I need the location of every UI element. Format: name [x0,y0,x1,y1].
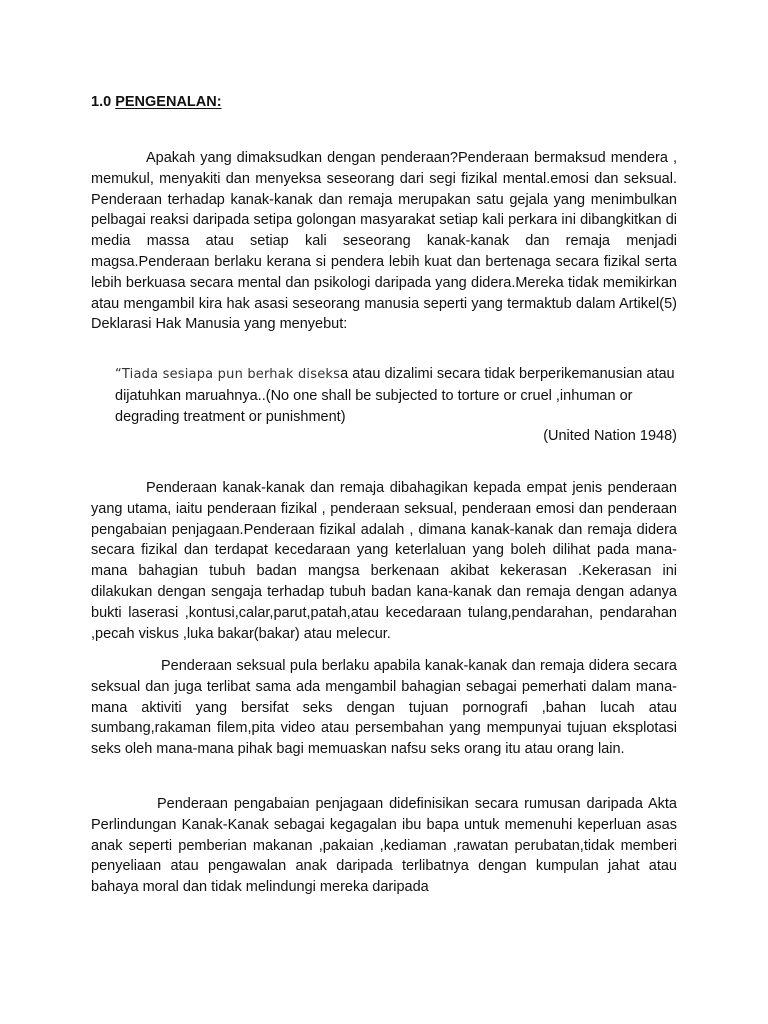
section-title: PENGENALAN: [115,94,222,110]
sexual-abuse-paragraph [91,656,677,760]
neglect-paragraph [91,794,677,898]
quoted-declaration [115,364,677,427]
sexual-abuse-paragraph-text: Penderaan seksual pula berlaku apabila kanak-kanak dan remaja didera secara seksual dan juga terlibat sama ada mengambil bahagian sebagai pemerhati dalam mana-mana aktiviti yang bersifat seks dengan tujuan pornografi ,bahan lucah atau sumbang,rakaman filem,pita video atau persembahan yang mempunyai tujuan eksplotasi seks oleh mana-mana pihak bagi memuaskan nafsu seks orang itu atau orang lain. [91,658,677,758]
intro-paragraph-text: Apakah yang dimaksudkan dengan penderaan?Penderaan bermaksud mendera , memukul, menyakiti dan menyeksa seseorang dari segi fizikal mental.emosi dan seksual. Penderaan terhadap kanak-kanak dan remaja merupakan satu gejala yang menimbulkan pelbagai reaksi daripada setipa golongan masyarakat setiap kali perkara ini dibangkitkan di media massa atau setiap kali seseorang kanak-kanak dan remaja menjadi magsa.Penderaan berlaku kerana si pendera lebih kuat dan bertenaga secara fizikal serta lebih berkuasa secara mental dan psikologi daripada yang didera.Mereka tidak memikirkan atau mengambil kira hak asasi seseorang manusia seperti yang termaktub dalam Artikel(5) Deklarasi Hak Manusia yang menyebut: [91,150,677,333]
quote-opening-text: “Tiada sesiapa pun berhak diseks [115,367,341,382]
physical-abuse-paragraph [91,478,677,644]
neglect-paragraph-text: Penderaan pengabaian penjagaan didefinisikan secara rumusan daripada Akta Perlindungan Kanak-Kanak sebagai kegagalan ibu bapa untuk memenuhi keperluan asas anak seperti pemberian makanan ,pakaian ,kediaman ,rawatan perubatan,tidak memberi penyeliaan atau pengawalan anak daripada terlibatnya dengan kumpulan jahat atau bahaya moral dan tidak melindungi mereka daripada [91,796,677,896]
quote-rest-text: a atau dizalimi secara tidak berperikemanusian atau dijatuhkan maruahnya..(No one shall be subjected to torture or cruel ,inhuman or degrading treatment or punishment) [115,366,675,425]
intro-paragraph [91,148,677,335]
section-number: 1.0 [91,94,112,110]
section-heading [91,92,222,112]
physical-abuse-paragraph-text: Penderaan kanak-kanak dan remaja dibahagikan kepada empat jenis penderaan yang utama, iaitu penderaan fizikal , penderaan seksual, penderaan emosi dan penderaan pengabaian penjagaan.Penderaan fizikal adalah , dimana kanak-kanak dan remaja didera secara fizikal dan terdapat kecedaraan yang keterlaluan yang boleh dilihat pada mana-mana bahagian tubuh badan mangsa berkenaan akibat kekerasan .Kekerasan ini dilakukan dengan sengaja terhadap tubuh badan kana-kanak dan remaja dengan adanya bukti laserasi ,kontusi,calar,parut,patah,atau kecedaraan tulang,pendarahan, pendarahan ,pecah viskus ,luka bakar(bakar) atau melecur. [91,480,677,642]
quote-citation: (United Nation 1948) [543,428,677,444]
